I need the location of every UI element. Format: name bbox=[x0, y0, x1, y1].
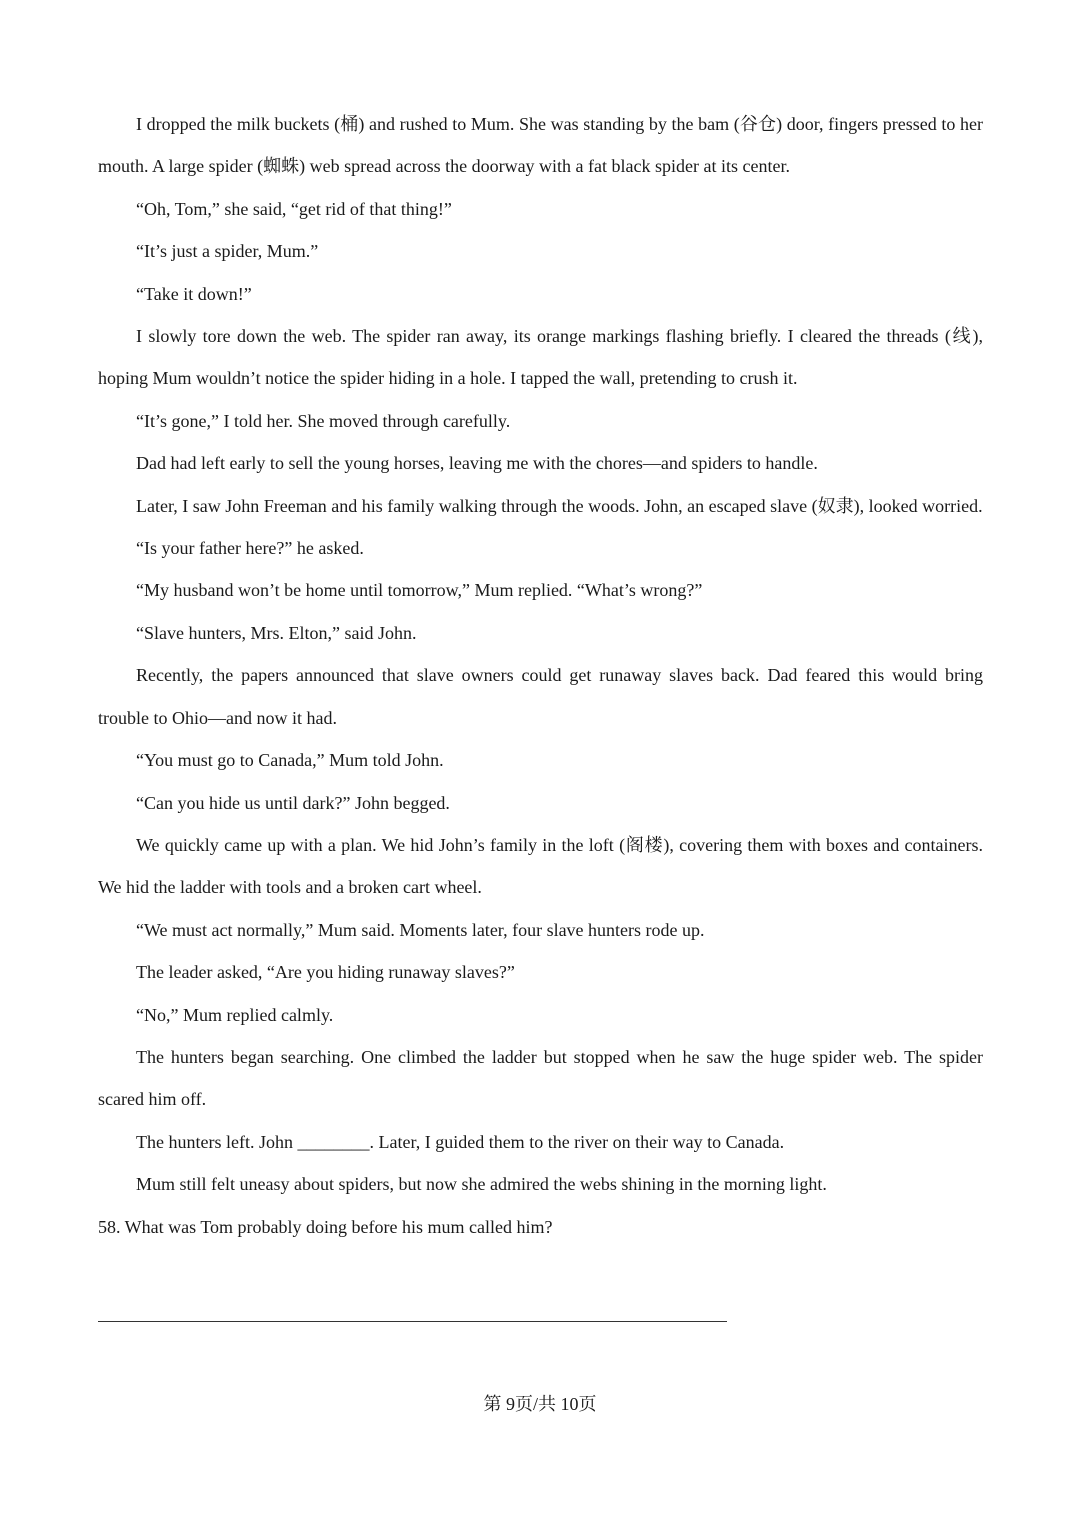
story-paragraph: “It’s just a spider, Mum.” bbox=[136, 241, 319, 262]
page-number: 第 9页/共 10页 bbox=[483, 1394, 597, 1414]
story-paragraph: I slowly tore down the web. The spider ran away, its orange markings flashing briefly. I cleared the threads (线), hoping Mum wouldn’t notice the spider hiding in a hole. I tapped the wall, pretending to crush it. bbox=[98, 326, 983, 389]
story-paragraph: “Slave hunters, Mrs. Elton,” said John. bbox=[136, 622, 417, 643]
answer-line[interactable] bbox=[98, 1321, 727, 1322]
story-paragraph: Dad had left early to sell the young horses, leaving me with the chores—and spiders to handle. bbox=[136, 453, 818, 474]
story-paragraph: We quickly came up with a plan. We hid John’s family in the loft (阁楼), covering them with boxes and containers. We hid the ladder with tools and a broken cart wheel. bbox=[98, 834, 983, 898]
story-paragraph: “Is your father here?” he asked. bbox=[136, 538, 364, 559]
story-paragraph: The leader asked, “Are you hiding runaway slaves?” bbox=[136, 962, 515, 983]
story-paragraph: “It’s gone,” I told her. She moved through carefully. bbox=[136, 410, 511, 431]
story-paragraph: “You must go to Canada,” Mum told John. bbox=[136, 750, 444, 771]
story-paragraph: I dropped the milk buckets (桶) and rushed to Mum. She was standing by the bam (谷仓) door, fingers pressed to her mouth. A large spider (蜘蛛) web spread across the doorway with a fat black spider at its center. bbox=[98, 114, 983, 177]
story-paragraph: Recently, the papers announced that slave owners could get runaway slaves back. Dad feared this would bring trouble to Ohio—and now it had. bbox=[98, 665, 983, 728]
story-paragraph: “No,” Mum replied calmly. bbox=[136, 1004, 334, 1025]
question-58: 58. What was Tom probably doing before his mum called him? bbox=[98, 1216, 553, 1237]
story-paragraph: “My husband won’t be home until tomorrow,” Mum replied. “What’s wrong?” bbox=[136, 580, 703, 601]
story-paragraph: “We must act normally,” Mum said. Moments later, four slave hunters rode up. bbox=[136, 919, 705, 940]
story-paragraph: “Take it down!” bbox=[136, 283, 252, 304]
passage-body bbox=[98, 103, 983, 1248]
story-paragraph: The hunters left. John ________. Later, I guided them to the river on their way to Canada. bbox=[136, 1131, 785, 1152]
story-paragraph: The hunters began searching. One climbed the ladder but stopped when he saw the huge spider web. The spider scared him off. bbox=[98, 1046, 983, 1110]
story-paragraph: “Can you hide us until dark?” John begged. bbox=[136, 792, 450, 813]
story-paragraph: Later, I saw John Freeman and his family walking through the woods. John, an escaped slave (奴隶), looked worried. bbox=[136, 495, 983, 516]
story-paragraph: Mum still felt uneasy about spiders, but now she admired the webs shining in the morning light. bbox=[136, 1174, 827, 1195]
story-paragraph: “Oh, Tom,” she said, “get rid of that thing!” bbox=[136, 198, 452, 219]
